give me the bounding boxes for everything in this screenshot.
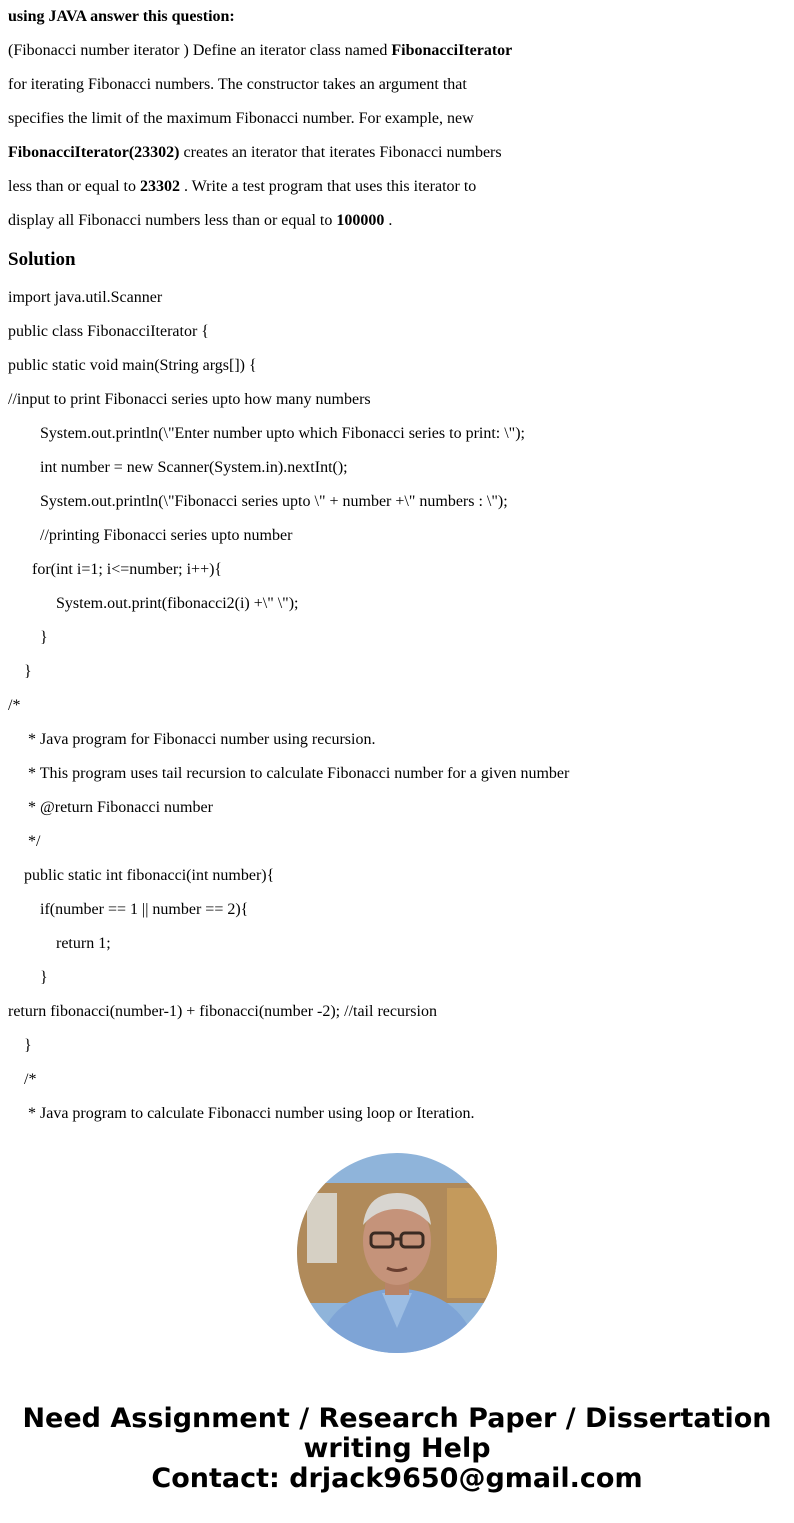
solution-heading: Solution xyxy=(8,249,76,270)
code-line: //printing Fibonacci series upto number xyxy=(8,527,293,544)
footer-line-1: Need Assignment / Research Paper / Dissertation xyxy=(22,1403,772,1434)
question-bold-text: 23302 xyxy=(139,178,180,195)
code-line: } xyxy=(8,663,32,680)
code-line: * @return Fibonacci number xyxy=(8,799,213,816)
code-line: } xyxy=(8,1037,32,1054)
code-line: */ xyxy=(8,833,41,850)
code-line: public class FibonacciIterator { xyxy=(8,323,209,340)
code-line: return fibonacci(number-1) + fibonacci(number -2); //tail recursion xyxy=(8,1003,437,1020)
code-line: return 1; xyxy=(8,935,111,952)
code-line: } xyxy=(8,629,48,646)
question-line-4 xyxy=(8,144,502,162)
question-text: creates an iterator that iterates Fibonacci numbers xyxy=(179,144,502,161)
code-line: import java.util.Scanner xyxy=(8,289,163,306)
question-line-2 xyxy=(8,76,467,94)
question-bold-text: FibonacciIterator(23302) xyxy=(8,144,180,161)
question-text: (Fibonacci number iterator ) Define an iterator class named xyxy=(8,42,392,59)
code-line: System.out.println(\"Fibonacci series upto \" + number +\" numbers : \"); xyxy=(8,493,508,510)
question-text: . xyxy=(384,212,393,229)
footer-contact: Contact: drjack9650@gmail.com xyxy=(151,1463,643,1494)
question-line-3 xyxy=(8,110,474,128)
question-text: specifies the limit of the maximum Fibonacci number. For example, new xyxy=(8,110,474,127)
footer-line-2: writing Help xyxy=(303,1433,491,1464)
question-title: using JAVA answer this question: xyxy=(8,8,235,25)
code-line: //input to print Fibonacci series upto how many numbers xyxy=(8,391,371,408)
code-line: public static int fibonacci(int number){ xyxy=(8,867,275,884)
question-line-5 xyxy=(8,178,476,196)
code-line: int number = new Scanner(System.in).nextInt(); xyxy=(8,459,348,476)
code-line: } xyxy=(8,969,48,986)
code-line: System.out.print(fibonacci2(i) +\" \"); xyxy=(8,595,299,612)
question-text: display all Fibonacci numbers less than or equal to xyxy=(8,212,337,229)
code-line: /* xyxy=(8,697,21,714)
code-line: * This program uses tail recursion to calculate Fibonacci number for a given number xyxy=(8,765,570,782)
code-line: * Java program for Fibonacci number using recursion. xyxy=(8,731,376,748)
code-line: if(number == 1 || number == 2){ xyxy=(8,901,249,918)
question-bold-text: FibonacciIterator xyxy=(391,42,513,59)
author-photo xyxy=(297,1153,497,1353)
question-text: less than or equal to xyxy=(8,178,140,195)
code-line: public static void main(String args[]) { xyxy=(8,357,257,374)
question-line-6 xyxy=(8,212,392,230)
question-line-1 xyxy=(8,42,512,60)
person-icon xyxy=(297,1153,497,1353)
code-line: System.out.println(\"Enter number upto which Fibonacci series to print: \"); xyxy=(8,425,525,442)
code-line: * Java program to calculate Fibonacci number using loop or Iteration. xyxy=(8,1105,475,1122)
code-line: for(int i=1; i<=number; i++){ xyxy=(8,561,223,578)
question-text: for iterating Fibonacci numbers. The constructor takes an argument that xyxy=(8,76,467,93)
question-bold-text: 100000 xyxy=(336,212,385,229)
question-text: . Write a test program that uses this iterator to xyxy=(179,178,477,195)
code-line: /* xyxy=(8,1071,37,1088)
